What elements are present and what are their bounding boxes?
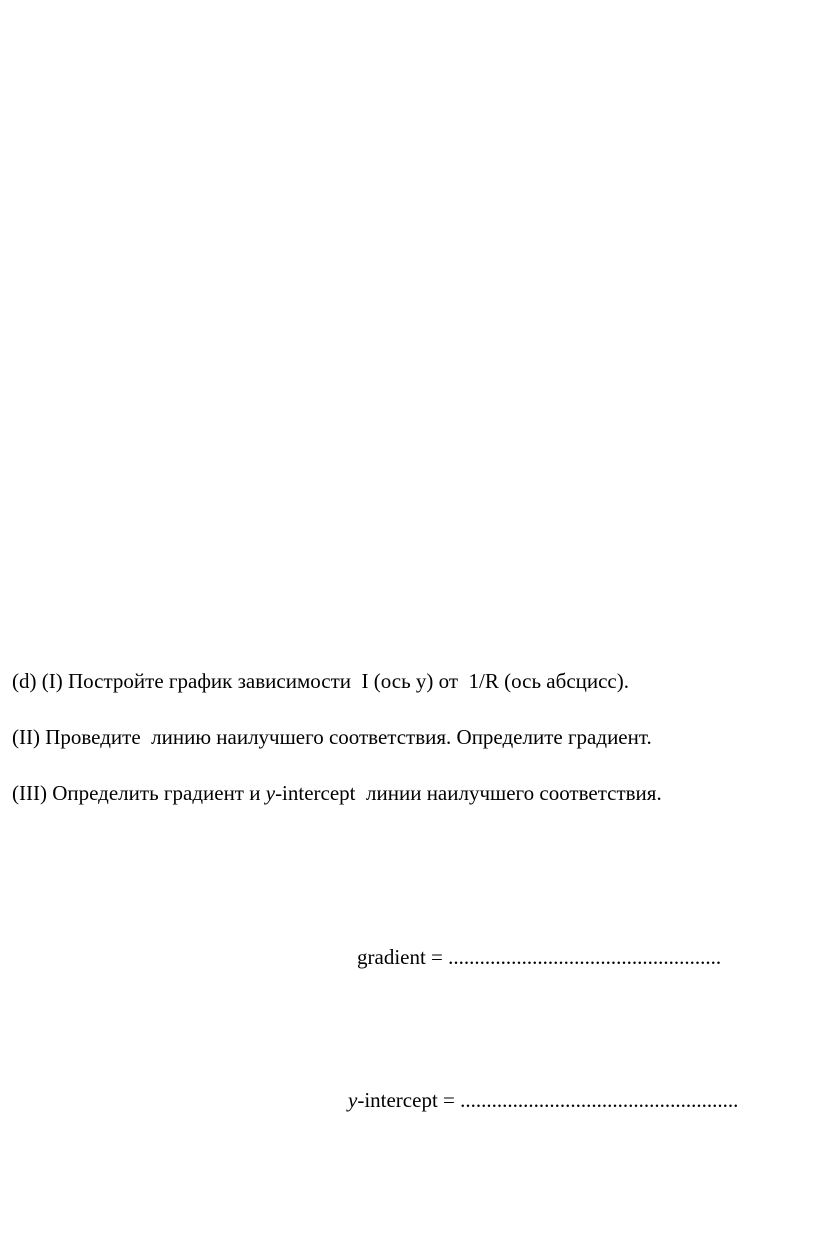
question-part-iii-prefix: (III) Определить градиент и — [12, 781, 266, 805]
question-part-iii-suffix: -intercept линии наилучшего соответствия. — [275, 781, 662, 805]
question-part-d: (d) (I) Постройте график зависимости I (ось y) от 1/R (ось абсцисс). — [12, 669, 629, 693]
y-intercept-variable: y — [348, 1088, 358, 1112]
question-part-ii: (II) Проведите линию наилучшего соответствия. Определите градиент. — [12, 725, 652, 749]
gradient-answer-line[interactable]: gradient = .................................................... — [357, 945, 722, 969]
question-part-iii — [12, 781, 662, 805]
question-part-iii-variable: y — [265, 781, 276, 805]
y-intercept-answer-text: -intercept = ..................................................... — [357, 1088, 739, 1112]
y-intercept-answer-line[interactable] — [348, 1088, 738, 1112]
